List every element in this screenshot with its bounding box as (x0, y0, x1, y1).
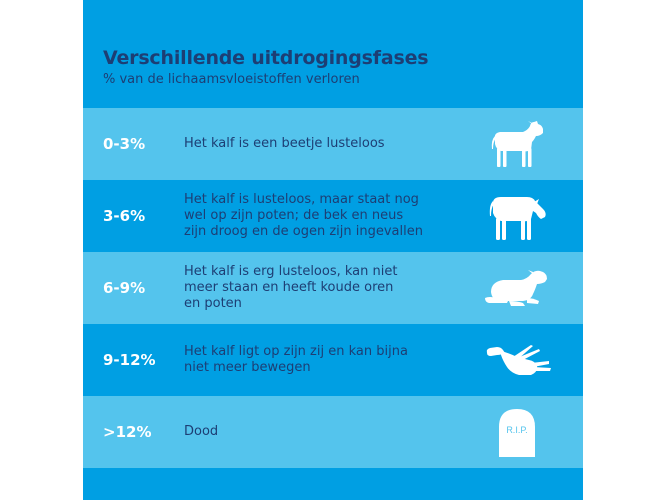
stage-description (184, 192, 474, 240)
stage-description-line: Dood (184, 424, 219, 439)
stage-description (184, 424, 474, 440)
stage-description-line: Het kalf is een beetje lusteloos (184, 136, 385, 151)
bottom-band (83, 468, 583, 500)
tombstone-text: R.I.P. (506, 425, 528, 435)
standing-calf-icon (487, 118, 545, 170)
lying-calf-icon (483, 268, 551, 308)
stage-percentage: 6-9% (103, 279, 146, 297)
stage-percentage: 9-12% (103, 351, 156, 369)
stage-description (184, 264, 474, 312)
stage-description-line: Het kalf is lusteloos, maar staat nog (184, 192, 419, 207)
page-title: Verschillende uitdrogingsfases (103, 47, 429, 69)
stage-description (184, 136, 474, 152)
stage-description-line: niet meer bewegen (184, 360, 311, 375)
stage-percentage: 0-3% (103, 135, 146, 153)
stage-row-3-6 (83, 180, 583, 252)
stage-row-9-12 (83, 324, 583, 396)
page-subtitle: % van de lichaamsvloeistoffen verloren (103, 72, 360, 87)
tombstone-icon (495, 405, 539, 459)
stage-percentage: 3-6% (103, 207, 146, 225)
standing-calf-head-down-icon (487, 189, 549, 243)
stage-row-over-12 (83, 396, 583, 468)
stage-description-line: meer staan en heeft koude oren (184, 280, 394, 295)
stage-row-0-3 (83, 108, 583, 180)
stage-percentage: >12% (103, 423, 152, 441)
stage-description-line: en poten (184, 296, 242, 311)
stage-description-line: zijn droog en de ogen zijn ingevallen (184, 224, 423, 239)
stage-description-line: Het kalf is erg lusteloos, kan niet (184, 264, 398, 279)
stage-description-line: Het kalf ligt op zijn zij en kan bijna (184, 344, 408, 359)
stage-row-6-9 (83, 252, 583, 324)
stage-description-line: wel op zijn poten; de bek en neus (184, 208, 404, 223)
stage-description (184, 344, 474, 376)
dehydration-infographic (83, 0, 583, 500)
calf-lying-on-side-icon (485, 341, 553, 379)
infographic-header (83, 0, 583, 108)
